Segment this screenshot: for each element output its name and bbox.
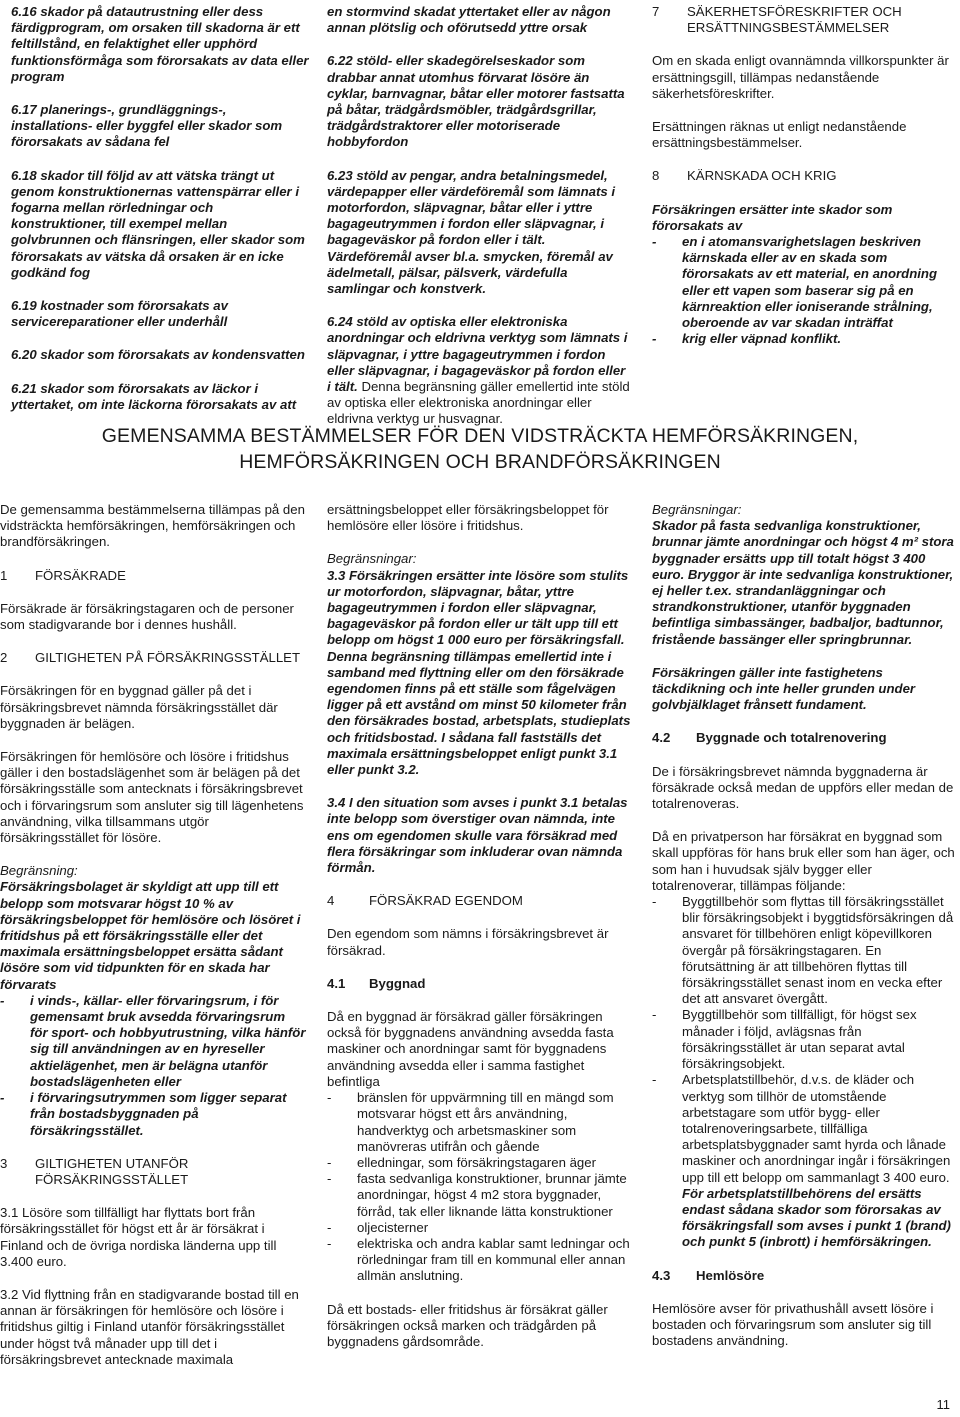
section-1-paragraph: Försäkrade är försäkringstagaren och de personer som stadigvarande bor i dennes hushåll. [0,600,294,633]
list-item: - en i atomansvarighetslagen beskriven kärnskada eller av en skada som förorsakats av ett material, en anordning eller ett vapen som baserar sig på en kärnreaktion eller ioniserande strålning, oberoende av var skadan inträffat [652,234,956,331]
list-item-emphasis: För arbetsplatstillbehörens del ersätts endast sådana skador som förorsakas av försäkringsfall som avses i punkt 1 (brand) och punkt 5 (inbrott) i hemförsäkringen. [682,1185,951,1250]
section-2-heading [0,650,306,666]
list-item-text: Arbetsplatstillbehör, d.v.s. de kläder och verktyg som tillhör de utomstående arbetstagare som utför bygg- eller totalrenoveringsarbete, tillfälliga arbetsplatsbyggnader samt hyrda och lånade maskiner och anordningar ingår i försäkringen upp till ett belopp om sammanlagt 3 400 euro. [682,1072,951,1185]
section-2-paragraph: Försäkringen för en byggnad gäller på det i försäkringsbrevet nämnda försäkringsstället där byggnaden är belägen. [0,683,278,731]
top-column-1 [11,4,309,413]
section-3-heading [0,1156,306,1188]
list-item: - fasta sedvanliga konstruktioner, brunnar jämte anordningar, högst 4 m2 stora byggnader, förråd, tak eller liknande lätta konstruktioner [327,1171,632,1220]
section-4-3-heading [652,1268,956,1284]
section-7-paragraph: Ersättningen räknas ut enligt nedanstående ersättningsbestämmelser. [652,119,907,151]
main-heading-line: HEMFÖRSÄKRINGEN OCH BRANDFÖRSÄKRINGEN [239,451,721,473]
section-3-1-paragraph: 3.1 Lösöre som tillfälligt har flyttats bort från försäkringsstället för högst ett år är försäkrat i Finland och de övriga nordiska länderna upp till 3.400 euro. [0,1205,277,1269]
list-item: - i vinds-, källar- eller förvaringsrum, i för gemensamt bruk avsedda förvaringsrum för sport- och hobbyutrustning, vilka hänför sig till användningen av en hyreseller aktielägenhet, men är belägna utanför bostadslägenheten eller [0,993,306,1090]
bottom-column-1 [0,502,306,1368]
section-4-paragraph: Den egendom som nämns i försäkringsbrevet är försäkrad. [327,926,609,958]
section-number: 4.2 [652,730,671,746]
limitation-text-2: Försäkringen gäller inte fastighetens täckdikning och inte heller grunden under golvbjälklaget frånsett fundament. [652,664,916,713]
section-1-heading [0,568,306,584]
section-title: FÖRSÄKRADE [35,567,126,583]
list-item [652,1072,956,1250]
section-4-2-list [652,894,956,1250]
section-title: Byggnade och totalrenovering [696,730,887,746]
item-6-23: 6.23 stöld av pengar, andra betalningsmedel, värdepapper eller värdeföremål som lämnats i motorfordon, släpvagnar, båtar eller i yttre bagageutrymmen i fordon eller släpvagnar, i bagageväskor på fordon eller i tält. Värdeföremål avser bl.a. smycken, föremål av ädelmetall, pälsar, pälsverk, värdefulla samlingar och konstverk. [327,167,616,297]
item-6-22: 6.22 stöld- eller skadegörelseskador som drabbar annat utomhus förvarat lösöre än cyklar, barnvagnar, båtar eller motorer fastsatta på båtar, trädgårdsmöbler, trädgårdsgrillar, trädgårdstraktorer eller motoriserade hobbyfordon [327,53,625,150]
limitations-label: Begränsningar: [327,551,417,567]
section-4-2-paragraph-2: Då en privatperson har försäkrat en byggnad som skall uppföras för hans bruk eller som han äger, och som han i huvudsak själv bygger eller totalrenoverar, tillämpas följande: [652,829,955,893]
list-item: - elledningar, som försäkringstagaren äger [327,1155,632,1171]
list-item: - Byggtillbehör som flyttas till försäkringsstället blir försäkringsobjekt i byggtidsförsäkringen då ansvaret för tillbehören enligt köpevillkoren övergår på försäkringstagaren. En förutsättning är att tillbehören flyttas till försäkringsstället senast inom en vecka efter det att ansvaret övergått. [652,894,956,1007]
item-6-24 [327,314,632,427]
section-4-heading [327,893,632,909]
item-6-16: 6.16 skador på datautrustning eller dess färdigprogram, om orsaken till skadorna är ett feltillstånd, en felaktighet eller upphörd funktionsförmåga som förorsakats av data eller program [11,4,309,84]
section-8-intro: Försäkringen ersätter inte skador som förorsakats av [652,201,893,233]
section-2-paragraph: Försäkringen för hemlösöre och lösöre i fritidshus gäller i den bostadslägenhet som är belägen på det försäkringsställe som antecknats i försäkringsbrevet och i förvaringsrum som ansluter sig till lägenhetens användning, vilka tillsammans utgör försäkringsstället för lösöre. [0,749,304,846]
item-6-18: 6.18 skador till följd av att vätska trängt ut genom konstruktionernas vattenspärrar eller i fogarna mellan rörledningar och konstruktioner, till exempel mellan golvbrunnen och flänsringen, eller skador som förorsakats av vätska då orsaken är en icke godkänd fog [11,167,305,280]
item-6-17: 6.17 planerings-, grundläggnings-, installations- eller byggfel eller skador som förorsakats av sådana fel [11,102,283,150]
section-number: 3 [0,1155,8,1171]
section-8-heading [652,168,956,184]
limitations-label: Begränsningar: [652,502,742,517]
section-4-1-list [327,1090,632,1284]
page-number: 11 [936,1397,950,1412]
section-number: 4 [327,893,335,909]
section-4-1-heading [327,976,632,992]
limitation-text: Försäkringsbolaget är skyldigt att upp till ett belopp som motsvarar högst 10 % av försäkringsbeloppet för hemlösöre och lösöret i fritidshus på ett försäkringsställe eller det maximala ersättningsbeloppet ersätta sådant lösöre som vid tidpunkten för en skada har förvarats [0,879,301,992]
section-title: KÄRNSKADA OCH KRIG [687,168,837,184]
section-number: 4.3 [652,1267,671,1283]
main-heading-line: GEMENSAMMA BESTÄMMELSER FÖR DEN VIDSTRÄCKTA HEMFÖRSÄKRINGEN, [101,425,859,447]
item-6-24-emphasis: 6.24 stöld av optiska eller elektroniska anordningar och eldrivna verktyg som lämnats i släpvagnar, i yttre bagageutrymmen i fordon eller släpvagnar, i bagageväskor på fordon eller i tält. [327,314,628,395]
top-column-2 [327,4,632,428]
section-7-paragraph: Om en skada enligt ovannämnda villkorspunkter är ersättningsgill, tillämpas nedanstående säkerhetsföreskrifter. [652,53,949,101]
limitation-3-3: 3.3 Försäkringen ersätter inte lösöre som stulits ur motorfordon, släpvagnar, båtar, yttre bagageutrymmen i fordon eller släpvagnar, bagageväskor på fordon eller ur tält upp till ett belopp om högst 1 000 euro per försäkringsfall. Denna begränsning tillämpas emellertid inte i samband med flyttning eller om den försäkrade egendomen finns på ett ställe som fågelvägen ligger på ett avstånd om minst 50 kilometer från den försäkrades bostad, arbetsplats, studieplats och fritidsbostad. I sådana fall fastställs det maximala ersättningsbeloppet enligt punkt 3.1 eller punkt 3.2. [327,567,631,778]
section-title: GILTIGHETEN PÅ FÖRSÄKRINGSSTÄLLET [35,650,301,666]
section-3-2-paragraph: 3.2 Vid flyttning från en stadigvarande bostad till en annan är försäkringen för hemlösöre och lösöre i fritidshus giltig i Finland utanför försäkringsstället under högst två månader upp till det i försäkringsbrevet antecknade maximala [0,1286,299,1367]
section-4-1-paragraph: Då en byggnad är försäkrad gäller försäkringen också för byggnadens användning avsedda fasta maskiner och anordningar samt för byggnadens användning avsedda eller i samma fastighet befintliga [327,1009,614,1089]
bottom-column-2 [327,502,632,1350]
section-title: FÖRSÄKRAD EGENDOM [369,893,523,909]
section-7-heading [652,4,956,36]
continued-paragraph: ersättningsbeloppet eller försäkringsbeloppet för hemlösöre eller lösöre i fritidshus. [327,502,609,534]
section-number: 4.1 [327,975,346,991]
limitation-3-4: 3.4 I den situation som avses i punkt 3.1 betalas inte belopp som överstiger ovan nämnda, inte ens om egendomen skulle vara försäkrad med flera försäkringar som inkluderar ovan nämnda förmån. [327,795,628,876]
section-4-2-heading [652,730,956,746]
section-8-list [652,234,956,347]
section-4-1-paragraph-2: Då ett bostads- eller fritidshus är försäkrat gäller försäkringen också marken och trädgården på byggnadens gårdsområde. [327,1301,608,1349]
section-number: 1 [0,567,8,583]
list-item: - oljecisterner [327,1220,632,1236]
section-number: 7 [652,4,660,19]
section-4-3-paragraph: Hemlösöre avser för privathushåll avsett lösöre i bostaden och förvaringsrum som ansluter sig till bostadens användning. [652,1300,934,1349]
item-6-19: 6.19 kostnader som förorsakats av servicereparationer eller underhåll [11,298,228,330]
list-item: - krig eller väpnad konflikt. [652,331,956,347]
list-item: - elektriska och andra kablar samt ledningar och rörledningar fram till en kommunal eller annan allmän anslutning. [327,1236,632,1285]
limitation-text: Skador på fasta sedvanliga konstruktioner, brunnar jämte anordningar och högst 4 m² stora byggnader ersätts upp till totalt högst 3 400 euro. Bryggor är inte sedvanliga konstruktioner, ej heller t.ex. strandanläggningar och strandkonstruktioner, utanför byggnaden befintliga simbassänger, badbaljor, badtunnor, fristående bassänger eller springbrunnar. [652,518,954,647]
main-heading [0,423,960,475]
list-item: - bränslen för uppvärmning till en mängd som motsvarar högst ett års användning, handverktyg och arbetsmaskiner som manövreras utifrån och gående [327,1090,632,1155]
section-title: Byggnad [369,975,426,991]
top-column-3 [652,4,956,347]
section-title: Hemlösöre [696,1267,765,1283]
section-title: SÄKERHETSFÖRESKRIFTER OCH ERSÄTTNINGSBESTÄMMELSER [687,4,902,36]
limitation-list [0,993,306,1139]
intro-paragraph: De gemensamma bestämmelserna tillämpas på den vidsträckta hemförsäkringen, hemförsäkringen och brandförsäkringen. [0,502,305,550]
item-6-20: 6.20 skador som förorsakats av kondensvatten [11,347,305,363]
section-number: 2 [0,650,8,666]
item-6-21: 6.21 skador som förorsakats av läckor i yttertaket, om inte läckorna förorsakats av att [11,380,297,412]
limitation-label: Begränsning: [0,863,78,879]
list-item: - Byggtillbehör som tillfälligt, för högst sex månader i följd, avlägsnas från försäkringsstället är utan separat avtal försäkringsobjekt. [652,1007,956,1072]
list-item: - i förvaringsutrymmen som ligger separat från bostadsbyggnaden på försäkringsstället. [0,1090,306,1139]
section-number: 8 [652,168,660,184]
item-6-24-rest: Denna begränsning gäller emellertid inte stöld av optiska eller elektroniska anordningar eller eldrivna verktyg ur husvagnar. [327,379,630,427]
section-4-2-paragraph: De i försäkringsbrevet nämnda byggnaderna är försäkrade också medan de uppförs eller medan de totalrenoveras. [652,763,954,812]
bottom-column-3 [652,502,956,1349]
section-title: GILTIGHETEN UTANFÖR FÖRSÄKRINGSSTÄLLET [35,1155,189,1187]
item-6-21-continued: en stormvind skadat yttertaket eller av någon annan plötslig och oförutsedd yttre orsak [327,4,611,36]
